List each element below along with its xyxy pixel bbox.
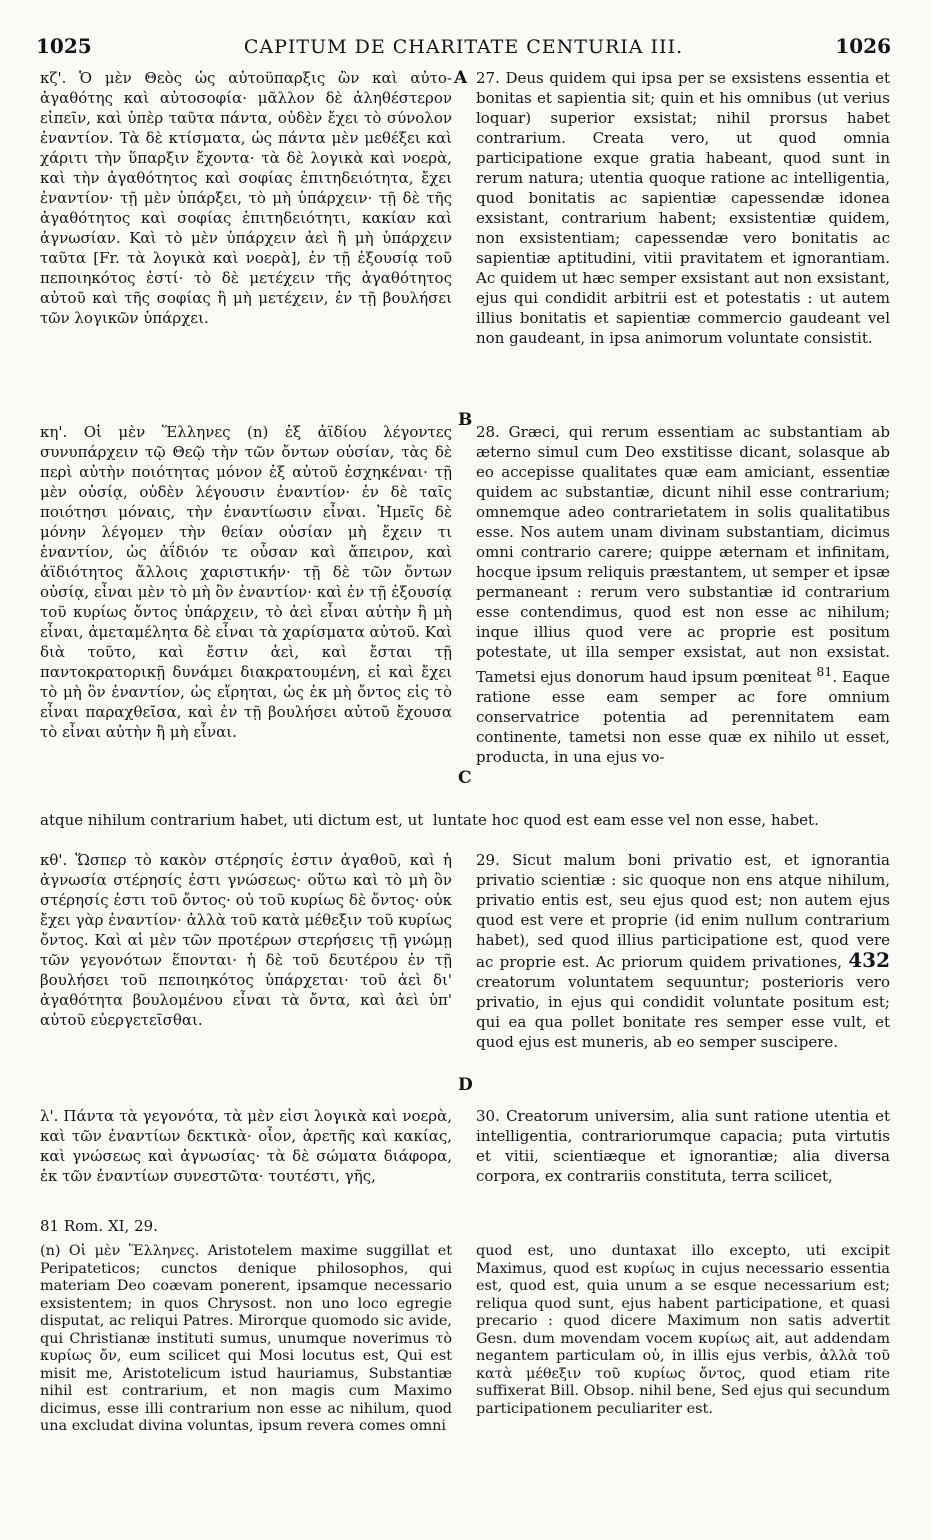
margin-marker-d: D <box>458 1075 473 1095</box>
footnote-reference: 81 <box>816 664 833 679</box>
greek-chapter-27: κζ'. Ὁ μὲν Θεὸς ὡς αὐτοϋπαρξις ὢν καὶ αὐτο-ἀγαθότης καὶ αὐτοσοφία· μᾶλλον δὲ ἀληθέστερον εἰπεῖν, καὶ ὑπὲρ ταῦτα πάντα, οὐδὲν ἔχει τὸ σύνολον ἐναντίον. Τὰ δὲ κτίσματα, ὡς πάντα μὲν μεθέξει καὶ χάριτι τὴν ὕπαρξιν ἔχοντα· τὰ δὲ λογικὰ καὶ νοερὰ, καὶ τὴν ἀγαθότητος καὶ σοφίας ἐπιτηδειότητα, ἔχει ἐναντίον· τῇ μὲν ὑπάρξει, τὸ μὴ ὑπάρχειν· τῇ δὲ τῆς ἀγαθότητος καὶ σοφίας ἐπιτηδειότητι, κακίαν καὶ ἀγνωσίαν. Καὶ τὸ μὲν ὑπάρχειν ἀεὶ ἢ μὴ ὑπάρχειν ταῦτα [Fr. τὰ λογικὰ καὶ νοερὰ], ἐν τῇ ἐξουσίᾳ τοῦ πεποιηκότος ἐστί· τὸ δὲ μετέχειν τῆς ἀγαθότητος αὐτοῦ καὶ τῆς σοφίας ἢ μὴ μετέχειν, ἐν τῇ βουλήσει τῶν λογικῶν ὑπάρχει. <box>40 69 452 327</box>
full-width-line <box>40 810 890 830</box>
page-number-left: 1025 <box>36 34 92 58</box>
margin-marker-c: C <box>458 768 472 788</box>
running-head: CAPITUM DE CHARITATE CENTURIA III. <box>243 36 684 58</box>
greek-chapter-29: κθ'. Ὥσπερ τὸ κακὸν στέρησίς ἐστιν ἀγαθοῦ, καὶ ἡ ἀγνωσία στέρησίς ἐστι γνώσεως· οὕτω καὶ τὸ μὴ ὂν στέρησίς ἐστι τοῦ ὄντος· οὐ τοῦ κυρίως δὲ ὄντος· οὐκ ἔχει γὰρ ἐναντίον· ἀλλὰ τοῦ κατὰ μέθεξιν τοῦ κυρίως ὄντος. Καὶ αἱ μὲν τῶν προτέρων στερήσεις τῇ γνώμῃ τῶν γεγονότων ἕπονται· ἡ δὲ τοῦ δευτέρου ἐν τῇ βουλήσει τοῦ πεποιηκότος ὑπάρχεται· τοῦ ἀεὶ δι' ἀγαθότητα βουλομένου εἶναι τὰ ὄντα, καὶ ἀεὶ ὑπ' αὐτοῦ εὐεργετεῖσθαι. <box>40 851 452 1029</box>
latin-chapter-29 <box>476 850 890 1052</box>
editorial-note-left: (n) Οἱ μὲν Ἕλληνες. Aristotelem maxime suggillat et Peripateticos; cunctos denique philosophos, qui materiam Deo coævam ponerent, ipsamque necessario exsistentem; in quos Chrysost. non uno loco egregie disputat, ac reliqui Patres. Mirorque quomodo sic avide, qui Christianæ instituti sumus, unumque noverimus τὸ κυρίως ὄν, eum scilicet qui Mosi locutus est, Qui est misit me, Aristotelicum istud hauriamus, Substantiæ nihil est contrarium, et non magis cum Maximo dicimus, esse illi contrarium non esse ac nihilum, quod una excludat divina voluntas, ipsum revera comes omni <box>40 1243 452 1434</box>
latin-chapter-30: 30. Creatorum universim, alia sunt ratione utentia et intelligentia, contrariorumque capacia; puta virtutis et vitii, scientiæque et ignorantiæ; alia diversa corpora, ex contrariis constituta, terra scilicet, <box>476 1107 890 1185</box>
latin-chapter-28-text: 28. Græci, qui rerum essentiam ac substantiam ab æterno simul cum Deo exstitisse dicant, solasque ab eo accepisse qualitates quæ eam amiciant, essentiæ quidem ac substantiæ, dicunt nihil esse contrarium; omnemque adeo contrarietatem in solis qualitatibus esse. Nos autem unam divinam substantiam, dicimus omni contrario carere; quippe æternam et infinitam, hocque ipsum reliquis præstantem, ut semper et ipsæ permaneant : rerum vero substantiæ id contrarium esse contendimus, quod est non esse ac nihilum; inque illius quod vere ac proprie est positum potestate, ut illa semper exsistat, aut non exsistat. Tametsi ejus donorum haud ipsum pœniteat <box>476 423 890 686</box>
page-header <box>36 34 891 64</box>
page-number-right: 1026 <box>835 34 891 58</box>
full-width-line-left: atque nihilum contrarium habet, uti dictum est, ut <box>40 811 424 829</box>
greek-chapter-28: κη'. Οἱ μὲν Ἕλληνες (n) ἐξ ἀϊδίου λέγοντες συνυπάρχειν τῷ Θεῷ τὴν τῶν ὄντων οὐσίαν, τὰς δὲ περὶ αὐτὴν ποιότητας μόνον ἐξ αὐτοῦ ἐσχηκέναι· τῇ μὲν οὐσίᾳ, οὐδὲν λέγουσιν ἐναντίον· ἐν δὲ ταῖς ποιότησι μόναις, τὴν ἐναντίωσιν εἶναι. Ἡμεῖς δὲ μόνην λέγομεν τὴν θείαν οὐσίαν μὴ ἔχειν τι ἐναντίον, ὡς ἀΐδιόν τε οὖσαν καὶ ἄπειρον, καὶ ἀϊδιότητος ἄλλοις χαριστικήν· τῇ δὲ τῶν ὄντων οὐσίᾳ, εἶναι μὲν τὸ μὴ ὂν ἐναντίον· καὶ ἐν τῇ ἐξουσίᾳ τοῦ κυρίως ὄντος ὑπάρχειν, τὸ ἀεὶ εἶναι αὐτὴν ἢ μὴ εἶναι, ἀμεταμέλητα δὲ εἶναι τὰ χαρίσματα αὐτοῦ. Καὶ διὰ τοῦτο, καὶ ἔστιν ἀεὶ, καὶ ἔσται τῇ παντοκρατορικῇ δυνάμει διακρατουμένη, εἰ καὶ ἔχει τὸ μὴ ὂν ἐναντίον, ὡς εἴρηται, ὡς ἐκ μὴ ὄντος εἰς τὸ εἶναι παραχθεῖσα, καὶ ἐν τῇ βουλήσει αὐτοῦ ἔχουσα τὸ εἶναι αὐτὴν ἢ μὴ εἶναι. <box>40 423 452 741</box>
latin-chapter-28-text-cont: . Eaque ratione esse eam semper ac fore omnium conservatrice potentia ad perennitatem eam continente, tametsi non esse quæ ex nihilo ut esset, producta, in una ejus vo- <box>476 668 890 766</box>
editorial-note-right: quod est, uno duntaxat illo excepto, uti excipit Maximus, quod est κυρίως in cujus necessario essentia est, quod est, quia unum a se esque necessarium est; reliqua quod sunt, ejus habent participatione, et quasi precario : quod dicere Maximum non satis advertit Gesn. dum movendam vocem κυρίως ait, aut addendam negantem particulam οὐ, in illis ejus verbis, ἀλλὰ τοῦ κατὰ μέθεξιν τοῦ κυρίως ὄντος, quod etiam rite suffixerat Bill. Obsop. nihil bene, Sed ejus qui secundum participationem peculiariter est. <box>476 1243 890 1417</box>
latin-chapter-27: 27. Deus quidem qui ipsa per se exsistens essentia et bonitas et sapientia sit; quin et his omnibus (ut verius loquar) superior exsistat; nihil prorsus habet contrarium. Creata vero, ut quod omnia participatione exque gratia habeant, quod sunt in rerum natura; utentia quoque ratione ac intelligentia, quod bonitatis ac sapientiæ capessendæ idonea exsistant, contrarium habent; exsistentiæ quidem, non exsistentiam; capessendæ vero bonitatis ac sapientiæ aptitudini, vitii pravitatem et ignorantiam. Ac quidem ut hæc semper exsistant aut non exsistant, ejus qui condidit arbitrii est et potestatis : ut autem illius bonitatis et sapientiæ commercio gaudeant vel non gaudeant, in ipsa animorum voluntate consistit. <box>476 69 890 347</box>
margin-marker-b: B <box>458 410 473 430</box>
column-number: 432 <box>848 948 890 972</box>
margin-marker-a: A <box>454 68 468 88</box>
latin-chapter-29-text: 29. Sicut malum boni privatio est, et ignorantia privatio scientiæ : sic quoque non ens atque nihilum, privatio entis est, seu ejus quod est; non autem ejus quod est vere et proprie (id enim nullum contrarium habet), sed quod illius participatione est, quod vere ac proprie est. Ac priorum quidem privationes, <box>476 851 890 971</box>
latin-chapter-28-continuation: luntate hoc quod est eam esse vel non esse, habet. <box>432 811 819 829</box>
footnote-citation: 81 Rom. XI, 29. <box>40 1217 158 1235</box>
greek-chapter-30: λ'. Πάντα τὰ γεγονότα, τὰ μὲν εἰσι λογικὰ καὶ νοερὰ, καὶ τῶν ἐναντίων δεκτικὰ· οἷον, ἀρετῆς καὶ κακίας, καὶ γνώσεως καὶ ἀγνωσίας· τὰ δὲ σώματα διάφορα, ἐκ τῶν ἐναντίων συνεστῶτα· τουτέστι, γῆς, <box>40 1107 452 1185</box>
latin-chapter-29-text-cont: creatorum voluntatem sequuntur; posterioris vero privatio, in ejus qui condidit voluntate positum est; qui ea qua pollet bonitate res semper esse vult, et quod ejus est muneris, ab eo semper suscipere. <box>476 973 890 1051</box>
latin-chapter-28 <box>476 422 890 767</box>
